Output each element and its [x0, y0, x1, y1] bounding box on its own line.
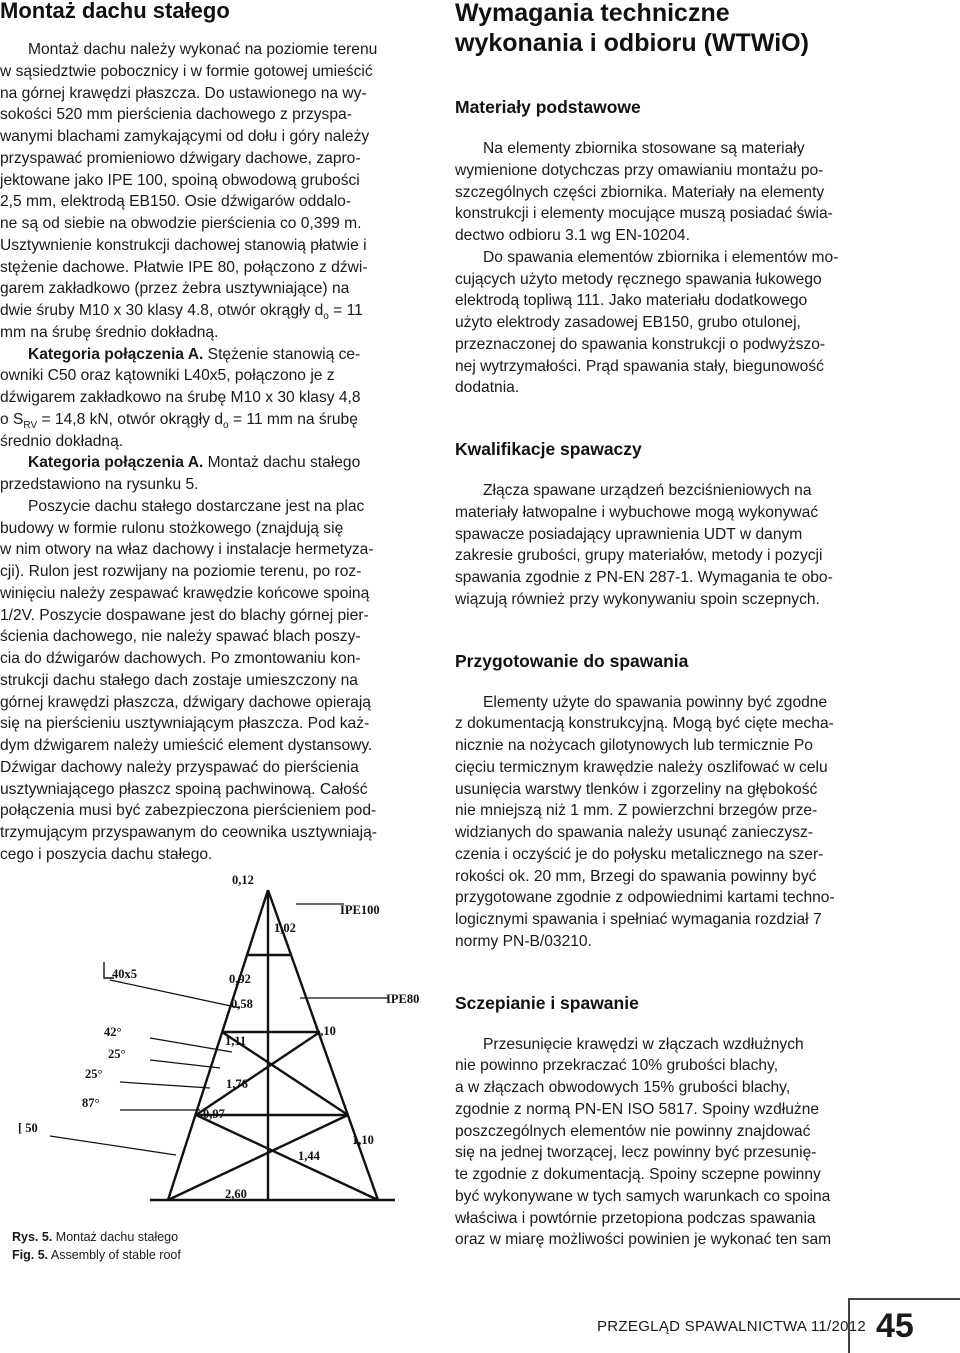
text-line: być wykonywane w tych samych warunkach co spoina — [455, 1187, 831, 1205]
category-label: Kategoria połączenia A. — [28, 345, 204, 363]
text-line: Dźwigar dachowy należy przyspawać do pierścienia — [0, 758, 359, 776]
text-line — [0, 452, 432, 474]
text-line: zgodnie z normą PN-EN ISO 5817. Spoiny wzdłużne — [455, 1100, 820, 1118]
text-line: cego i poszycia dachu stałego. — [0, 845, 213, 863]
text-line: usunięcia warstwy tlenków i zgorzeliny na głębokość — [455, 780, 818, 798]
text-line: te zgodnie z dokumentacją. Spoiny sczepne powinny — [455, 1166, 821, 1183]
label-angle-42: 42° — [104, 1025, 122, 1039]
label-144: 1,44 — [298, 1149, 320, 1163]
text-span: Montaż dachu stałego — [203, 454, 361, 472]
text-line: cięciu termicznym krawędzie należy oszlifować w celu — [455, 758, 828, 776]
text-line — [0, 344, 432, 366]
text-line: nie mniejszą niż 1 mm. Z powierzchni brzegów prze- — [455, 802, 818, 820]
caption-text: Assembly of stable roof — [48, 1248, 181, 1262]
text-line: elektrodą topliwą 111. Jako materiału dodatkowego — [455, 292, 808, 310]
text-line: Usztywnienie konstrukcji dachowej stanowią płatwie i — [0, 236, 367, 254]
category-label: Kategoria połączenia A. — [28, 454, 204, 472]
text-line: cji). Rulon jest rozwijany na poziomie terenu, po roz- — [0, 563, 362, 580]
footer-divider — [848, 1298, 960, 1300]
leader-25a — [150, 1060, 220, 1068]
label-110b: 1,10 — [352, 1133, 374, 1147]
caption-number: Fig. 5. — [12, 1248, 49, 1262]
text-line: wiązują również przy wykonywaniu spoin sczepnych. — [455, 590, 820, 608]
text-line: dym dźwigarem należy umieścić element dystansowy. — [0, 737, 373, 754]
section-welders-body — [455, 480, 885, 611]
label-ipe100: IPE100 — [340, 903, 380, 917]
text-line: przyspawać promieniowo dźwigary dachowe, zapro- — [0, 149, 361, 167]
text-span: = 11 mm na śrubę — [228, 410, 358, 428]
text-line: zakresie grubości, grupy materiałów, metody i pozycji — [455, 547, 823, 565]
text-line: przygotowane zgodnie z odpowiednimi kartami techno- — [455, 889, 835, 907]
text-line: 2,5 mm, elektrodą EB150. Osie dźwigarów oddalo- — [0, 193, 352, 211]
left-section-title: Montaż dachu stałego — [0, 0, 230, 23]
text-line: połączenia musi być zabezpieczona pierścieniem pod- — [0, 802, 377, 820]
label-097: 0,97 — [203, 1107, 225, 1121]
text-line: wymienione dotychczas przy omawianiu montażu po- — [455, 161, 824, 179]
text-span: o S — [0, 410, 24, 428]
subscript: o — [223, 419, 229, 431]
section-materials-body — [455, 138, 885, 399]
caption-text: Montaż dachu stałego — [52, 1230, 179, 1244]
text-line: przedstawiono na rysunku 5. — [0, 476, 199, 493]
text-line: materiały łatwopalne i wybuchowe mogą wykonywać — [455, 503, 819, 521]
label-angle-25b: 25° — [85, 1067, 103, 1081]
text-line: usztywniającego płaszcz spoiną pachwinową. Całość — [0, 780, 368, 798]
text-line — [0, 409, 432, 431]
text-line: Na elementy zbiornika stosowane są materiały — [483, 140, 805, 157]
text-line: dectwo odbioru 3.1 wg EN-10204. — [455, 227, 690, 244]
section-title-preparation: Przygotowanie do spawania — [455, 650, 689, 671]
text-line: stężenie dachowe. Płatwie IPE 80, połączono z dźwi- — [0, 258, 368, 276]
leader-25b — [120, 1082, 210, 1088]
text-line: czenia i oczyścić je do połysku metalicznego na szer- — [455, 845, 824, 863]
label-c50: [ 50 — [18, 1121, 38, 1135]
text-line: sokości 520 mm pierścienia dachowego z przyspa- — [0, 106, 352, 124]
label-058: 0,58 — [231, 997, 253, 1011]
right-column — [455, 0, 885, 1251]
section-title-materials: Materiały podstawowe — [455, 97, 641, 117]
brace-d — [196, 1115, 378, 1200]
section-title-welders: Kwalifikacje spawaczy — [455, 439, 642, 459]
text-line: Przesunięcie krawędzi w złączach wzdłużnych — [483, 1035, 804, 1053]
label-angle-25a: 25° — [108, 1047, 126, 1061]
text-line — [0, 300, 432, 322]
text-line: trzymującym przyspawanym do ceownika usztywniają- — [0, 824, 377, 841]
text-line: 1/2V. Poszycie dospawane jest do blachy górnej pier- — [0, 606, 369, 624]
leader-c50 — [50, 1136, 176, 1155]
left-column — [0, 0, 432, 866]
label-l40x5: 40x5 — [112, 967, 137, 981]
section-tacking-body — [455, 1034, 885, 1252]
text-line: w nim otwory na właz dachowy i instalacje hermetyza- — [0, 541, 374, 559]
text-line: garem zakładkowo (przez żebra usztywniające) na — [0, 280, 350, 298]
text-line: nicznie na nożycach gilotynowych lub termicznie Po — [455, 737, 813, 754]
label-top: 0,12 — [232, 873, 254, 887]
text-line: cujących użyto metody ręcznego spawania łukowego — [455, 270, 822, 288]
text-line: spawania zgodnie z PN-EN 287-1. Wymagania te obo- — [455, 569, 833, 586]
text-line: Poszycie dachu stałego dostarczane jest na plac — [28, 497, 365, 515]
text-span: = 11 — [328, 302, 363, 319]
figure-caption-en — [12, 1246, 181, 1264]
subscript: RV — [23, 419, 38, 431]
text-span: = 14,8 kN, otwór okrągły d — [37, 410, 224, 428]
text-line: w sąsiedztwie pobocznicy i w formie gotowej umieścić — [0, 62, 373, 80]
label-111: 1,11 — [225, 1034, 247, 1048]
text-line: a w złączach obwodowych 15% grubości blachy, — [455, 1079, 791, 1096]
text-line: przeznaczonej do spawania konstrukcji o podwyższo- — [455, 335, 826, 353]
text-line: Złącza spawane urządzeń bezciśnieniowych na — [483, 482, 812, 499]
text-line: budowy w formie rulonu stożkowego (znajdują się — [0, 519, 344, 537]
label-102: 1,02 — [274, 921, 296, 935]
text-line: mm na śrubę średnio dokładną. — [0, 323, 219, 341]
right-main-title: Wymagania techniczne wykonania i odbioru (WTWiO) — [455, 0, 809, 57]
text-line: ne są od siebie na obwodzie pierścienia co 0,399 m. — [0, 215, 362, 232]
text-line: spawacze posiadający uprawnienia UDT w danym — [455, 525, 803, 543]
text-line: konstrukcji i elementy mocujące muszą posiadać świa- — [455, 205, 833, 223]
text-line: górnej krawędzi płaszcza, dźwigary dachowe opierają — [0, 693, 371, 711]
truss-lines — [50, 890, 395, 1200]
diagram-labels — [18, 873, 419, 1201]
text-line: szczególnych części zbiornika. Materiały na elementy — [455, 183, 825, 201]
text-line: dźwigarem zakładkowo na śrubę M10 x 30 klasy 4,8 — [0, 389, 361, 406]
text-line: ścienia dachowego, nie należy spawać blach poszy- — [0, 628, 361, 646]
text-line: widzianych do spawania należy usunąć zanieczysz- — [455, 824, 813, 841]
label-angle-87: 87° — [82, 1096, 100, 1110]
page-number: 45 — [876, 1307, 914, 1345]
text-line: na górnej krawędzi płaszcza. Do ustawionego na wy- — [0, 84, 367, 102]
text-line: dodatnia. — [455, 379, 520, 397]
text-line: się na pierścieniu usztywniającym płaszcza. Pod każ- — [0, 715, 370, 733]
left-girder — [168, 890, 268, 1200]
text-line: właściwa i powtórnie przetopiona podczas spawania — [455, 1209, 816, 1227]
figure-caption-pl — [12, 1228, 178, 1246]
label-260: 2,60 — [225, 1187, 247, 1201]
text-line: Do spawania elementów zbiornika i elementów mo- — [483, 248, 839, 266]
text-span: Stężenie stanowią ce- — [203, 345, 361, 363]
text-line: cia do dźwigarów dachowych. Po zmontowaniu kon- — [0, 650, 361, 667]
text-span: dwie śruby M10 x 30 klasy 4.8, otwór okrągły d — [0, 302, 324, 319]
brace-a — [196, 1032, 320, 1115]
subscript: o — [323, 311, 329, 322]
text-line: poszczególnych elementów nie powinny znajdować — [455, 1122, 811, 1140]
text-line: strukcji dachu stałego dach zostaje umieszczony na — [0, 671, 358, 689]
roof-assembly-figure — [0, 870, 440, 1220]
text-line: winięciu należy zespawać krawędzie końcowe spoiną — [0, 584, 370, 602]
text-line: nej wytrzymałości. Prąd spawania stały, biegunowość — [455, 357, 824, 375]
text-line: użyto elektrody zasadowej EB150, grubo otulonej, — [455, 314, 801, 331]
text-line: normy PN-B/03210. — [455, 932, 592, 950]
text-line: nie powinno przekraczać 10% grubości blachy, — [455, 1057, 779, 1075]
text-line: owniki C50 oraz kątowniki L40x5, połączono je z — [0, 367, 335, 385]
text-line: wanymi blachami zamykającymi od dołu i góry należy — [0, 128, 370, 145]
brace-c — [168, 1115, 348, 1200]
text-line: Elementy użyte do spawania powinny być zgodne — [483, 693, 828, 711]
text-line: oraz w miarę możliwości powinien je wykonać ten sam — [455, 1231, 832, 1249]
left-paragraph-1 — [0, 39, 432, 866]
right-girder — [268, 890, 378, 1200]
text-line: z dokumentacją konstrukcyjną. Mogą być cięte mecha- — [455, 715, 834, 733]
label-092: 0,92 — [229, 972, 251, 986]
journal-name: PRZEGLĄD SPAWALNICTWA 11/2012 — [597, 1318, 867, 1335]
text-line: logicznymi spawania i spełniać wymagania rozdział 7 — [455, 911, 822, 928]
roof-diagram — [0, 870, 440, 1220]
label-110a: 1,10 — [314, 1024, 336, 1038]
text-line: średnio dokładną. — [0, 432, 124, 450]
label-ipe80: IPE80 — [386, 992, 420, 1006]
text-line: Montaż dachu należy wykonać na poziomie terenu — [28, 41, 378, 58]
text-line: się na jednej tworzącej, lecz powinny być przesunię- — [455, 1144, 817, 1162]
text-line: jektowane jako IPE 100, spoiną obwodową grubości — [0, 171, 360, 189]
label-176: 1,76 — [226, 1077, 248, 1091]
leader-l40x5 — [110, 980, 240, 1008]
section-preparation-body — [455, 692, 885, 953]
caption-number: Rys. 5. — [12, 1230, 53, 1244]
text-line: rokości ok. 20 mm, Brzegi do spawania powinny być — [455, 867, 817, 885]
section-title-tacking: Sczepianie i spawanie — [455, 992, 639, 1013]
